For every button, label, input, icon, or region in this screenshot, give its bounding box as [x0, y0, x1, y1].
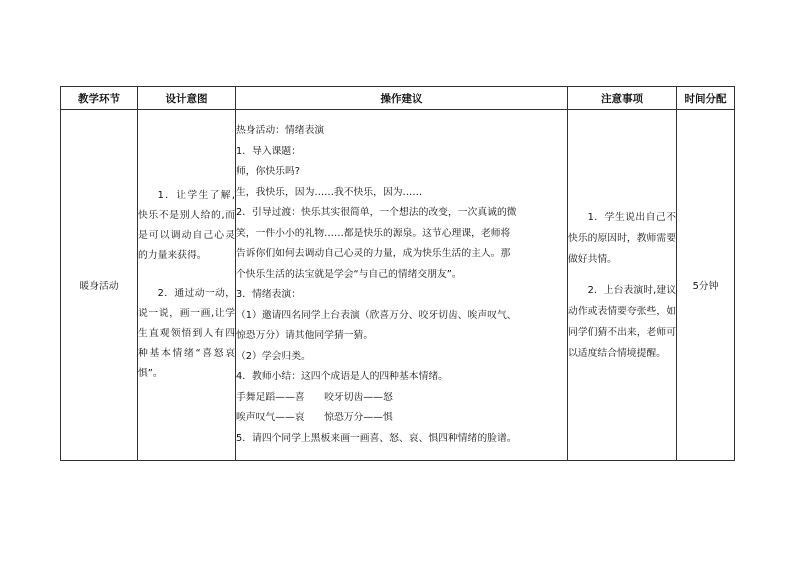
operation-line: （2）学会归类。 [236, 350, 311, 362]
header-notes: 注意事项 [568, 87, 677, 110]
note-item: 1．学生说出自己不快乐的原因时，教师需要做好共情。 [568, 211, 676, 265]
operation-line: 2．引导过渡：快乐其实很简单，一个想法的改变，一次真诚的微 [236, 207, 517, 218]
note-item: 2．上台表演时,建议动作或表情要夸张些，如同学们猜不出来，老师可以适度结合情境提醒。 [568, 284, 676, 359]
operation-line: （1）邀请四名同学上台表演（欣喜万分、咬牙切齿、唉声叹气、 [236, 309, 517, 321]
stage-cell: 暖身活动 [61, 110, 138, 461]
operation-line: 告诉你们如何去调动自己心灵的力量，成为快乐生活的主人。那 [236, 248, 511, 259]
header-time: 时间分配 [677, 87, 735, 110]
operation-line: 生，我快乐，因为……我不快乐，因为…… [236, 186, 423, 198]
operation-line: 热身活动：情绪表演 [236, 125, 325, 136]
operation-line: 1．导入课题： [236, 145, 302, 157]
header-row [61, 87, 735, 110]
table-row [61, 110, 735, 461]
design-intent-cell [138, 110, 236, 461]
operation-line: 唉声叹气——哀 惊恐万分——惧 [236, 412, 393, 423]
design-intent-item: 1．让学生了解,快乐不是别人给的,而是可以调动自己心灵的力量来获得。 [138, 190, 235, 261]
operation-line: 4．教师小结：这四个成语是人的四种基本情绪。 [236, 371, 448, 382]
notes-cell [568, 110, 677, 461]
operation-line: 惊恐万分）请其他同学猜一猜。 [236, 330, 374, 341]
header-stage: 教学环节 [61, 87, 138, 110]
time-cell: 5分钟 [677, 110, 735, 461]
operation-line: 笑，一件小小的礼物……都是快乐的源泉。这节心理课，老师将 [236, 227, 511, 239]
operation-line: 5．请四个同学上黑板来画一画喜、怒、哀、惧四种情绪的脸谱。 [236, 432, 517, 444]
lesson-plan-table [60, 86, 735, 461]
operation-line: 师，你快乐吗? [236, 166, 300, 177]
header-design-intent: 设计意图 [138, 87, 236, 110]
header-operations: 操作建议 [236, 87, 568, 110]
operation-line: 个快乐生活的法宝就是学会“与自己的情绪交朋友”。 [236, 268, 462, 280]
operations-cell [236, 110, 568, 461]
design-intent-item: 2．通过动一动，说一说，画一画,让学生直观领悟到人有四种基本情绪“喜怒哀惧”。 [138, 288, 235, 379]
operation-line: 手舞足蹈——喜 咬牙切齿——怒 [236, 391, 393, 403]
operation-line: 3．情绪表演： [236, 289, 302, 300]
